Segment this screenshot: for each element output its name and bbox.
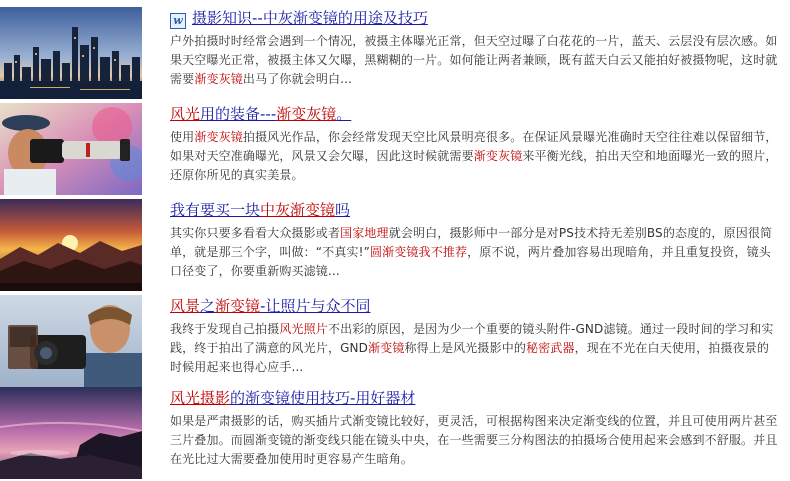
result-thumbnail-photographer-camera[interactable]: [0, 103, 142, 195]
result-snippet: 使用渐变灰镜拍摄风光作品，你会经常发现天空比风景明亮很多。在保证风景曝光准确时天空往往难以保留细节，如果对天空准确曝光，风景又会欠曝，因此这时候就需要渐变灰镜来平衡光线，拍出天空和地面曝光一致的照片，还原你所见的真实美景。: [170, 130, 778, 182]
result-title-link[interactable]: 我有要买一块中灰渐变镜吗: [170, 201, 351, 219]
result-snippet: 我终于发现自己拍摄风光照片不出彩的原因，是因为少一个重要的镜头附件-GND滤镜。通过一段时间的学习和实践，终于拍出了满意的风光片，GND渐变镜称得上是风光摄影中的秘密武器，现在不光在白天使用，拍摄夜景的时候用起来也得心应手...: [170, 322, 774, 374]
result-title-link[interactable]: [170, 7, 780, 29]
result-snippet: 户外拍摄时时经常会遇到一个情况，被摄主体曝光正常，但天空过曝了白花花的一片，蓝天、云层没有层次感。如果天空曝光正常，被摄主体又欠曝，黑糊糊的一片。如何能让两者兼顾，既有蓝天白云又能拍好被摄物呢，这时就需要渐变灰镜出马了你就会明白...: [170, 34, 778, 86]
result-item: [0, 103, 790, 195]
result-content: [170, 387, 780, 469]
result-thumbnail-city-skyline[interactable]: [0, 7, 142, 99]
document-icon: w: [170, 13, 186, 29]
result-snippet: 其实你只要多看看大众摄影或者国家地理就会明白，摄影师中一部分是对PS技术持无差别BS的态度的，原因很简单，就是那三个字，叫做：“不真实!”圆渐变镜我不推荐，原不说，两片叠加容易出现暗角，并且重复投资，镜头口径变了，你要重新购买滤镜...: [170, 226, 773, 278]
result-thumbnail-photographer-filter[interactable]: [0, 295, 142, 387]
result-content: [170, 199, 780, 281]
result-thumbnail-rocky-coast[interactable]: [0, 387, 142, 479]
result-title-link[interactable]: 风景之渐变镜-让照片与众不同: [170, 297, 371, 315]
result-title-link[interactable]: 风光用的装备---渐变灰镜。: [170, 105, 352, 123]
result-snippet: 如果是严肃摄影的话，购买插片式渐变镜比较好，更灵活，可根据构图来决定渐变线的位置，并且可使用两片甚至三片叠加。而圆渐变镜的渐变线只能在镜头中央，在一些需要三分构图法的拍摄场合使用起来会感到不舒服。并且在光比过大需要叠加使用时更容易产生暗角。: [170, 414, 778, 466]
result-item: [0, 7, 790, 99]
result-content: [170, 7, 780, 89]
result-item: [0, 295, 790, 387]
result-content: [170, 103, 780, 185]
title-text: 摄影知识--中灰渐变镜的用途及技巧: [192, 9, 428, 27]
result-thumbnail-mountain-sunset[interactable]: [0, 199, 142, 291]
result-content: [170, 295, 780, 377]
result-item: [0, 387, 790, 479]
result-title-link[interactable]: 风光摄影的渐变镜使用技巧-用好器材: [170, 389, 416, 407]
result-item: [0, 199, 790, 291]
